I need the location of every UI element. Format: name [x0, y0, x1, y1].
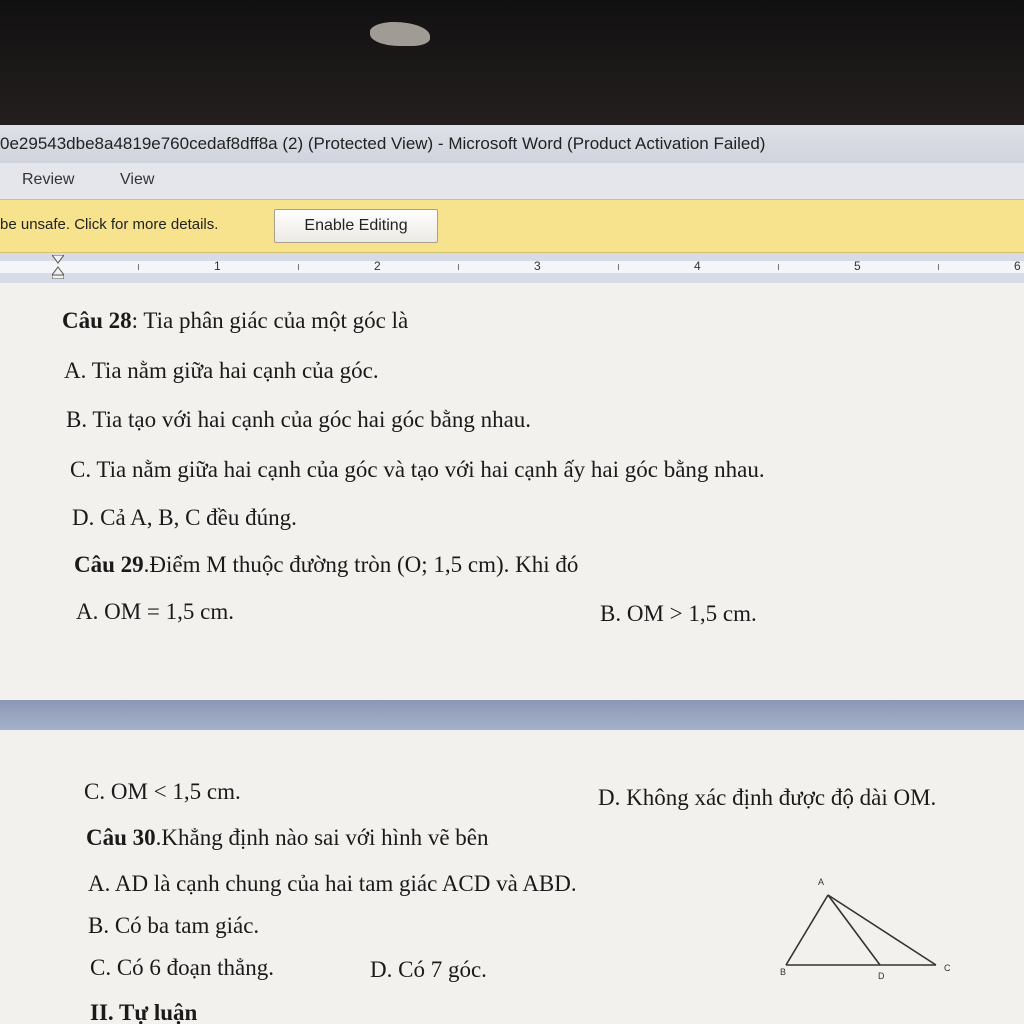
horizontal-ruler[interactable]: [0, 253, 1024, 284]
indent-marker-icon[interactable]: [52, 255, 64, 279]
vertex-label-b: B: [780, 967, 787, 977]
vertex-label-d: D: [878, 971, 885, 981]
ruler-number: 6: [1014, 259, 1021, 273]
webcam-glare: [370, 22, 430, 46]
ruler-number: 4: [694, 259, 701, 273]
q29-option-d: D. Không xác định được độ dài OM.: [598, 785, 937, 810]
ruler-number: 3: [534, 259, 541, 273]
q28-option-c: C. Tia nằm giữa hai cạnh của góc và tạo với hai cạnh ấy hai góc bằng nhau.: [70, 457, 765, 482]
q28-option-b: B. Tia tạo với hai cạnh của góc hai góc bằng nhau.: [66, 407, 532, 432]
q30-option-d: D. Có 7 góc.: [370, 957, 487, 982]
q30-option-c: C. Có 6 đoạn thẳng.: [90, 955, 274, 980]
ruler-tick: [138, 264, 139, 270]
question-28-text: : Tia phân giác của một góc là: [131, 308, 409, 333]
question-29-text: .Điểm M thuộc đường tròn (O; 1,5 cm). Khi đó: [143, 552, 579, 577]
question-29: [74, 552, 578, 578]
question-28-label: Câu 28: [62, 308, 132, 333]
segment-ad: [828, 895, 880, 965]
protected-view-message-bar: [0, 200, 1024, 253]
q30-option-b: B. Có ba tam giác.: [88, 913, 260, 938]
question-29-label: Câu 29: [74, 552, 144, 577]
q30-option-a: A. AD là cạnh chung của hai tam giác ACD và ABD.: [88, 871, 577, 896]
question-30-label: Câu 30: [86, 825, 156, 850]
question-30: [86, 825, 488, 851]
title-bar: [0, 125, 1024, 163]
question-28: [62, 308, 408, 334]
tab-review[interactable]: Review: [22, 171, 75, 188]
ruler-number: 5: [854, 259, 861, 273]
question-30-text: .Khẳng định nào sai với hình vẽ bên: [155, 825, 489, 850]
word-window: [0, 125, 1024, 1024]
ruler-tick: [778, 264, 779, 270]
tab-view[interactable]: View: [120, 171, 155, 188]
q29-option-c: C. OM < 1,5 cm.: [84, 779, 241, 804]
section-heading-tu-luan: II. Tự luận: [90, 1000, 198, 1024]
page-gap: [0, 700, 1024, 730]
ruler-number: 1: [214, 259, 221, 273]
q28-option-a: A. Tia nằm giữa hai cạnh của góc.: [64, 358, 379, 383]
vertex-label-a: A: [818, 877, 825, 887]
document-page-1[interactable]: [0, 283, 1024, 700]
ruler-tick: [618, 264, 619, 270]
q28-option-d: D. Cả A, B, C đều đúng.: [72, 505, 297, 530]
enable-editing-button[interactable]: Enable Editing: [274, 209, 438, 243]
ruler-strip: [0, 261, 1024, 273]
ruler-tick: [938, 264, 939, 270]
protected-view-message[interactable]: be unsafe. Click for more details.: [0, 216, 219, 233]
segment-ac: [828, 895, 936, 965]
q29-option-b: B. OM > 1,5 cm.: [600, 601, 757, 626]
segment-ab: [786, 895, 828, 965]
q29-option-a: A. OM = 1,5 cm.: [76, 599, 234, 624]
vertex-label-c: C: [944, 963, 951, 973]
ruler-number: 2: [374, 259, 381, 273]
ribbon-tabs: [0, 163, 1024, 200]
ruler-tick: [458, 264, 459, 270]
monitor-bezel: [0, 0, 1024, 125]
ruler-tick: [298, 264, 299, 270]
window-title: 0e29543dbe8a4819e760cedaf8dff8a (2) (Protected View) - Microsoft Word (Product Activation Failed): [0, 134, 766, 153]
triangle-figure: [780, 873, 960, 983]
